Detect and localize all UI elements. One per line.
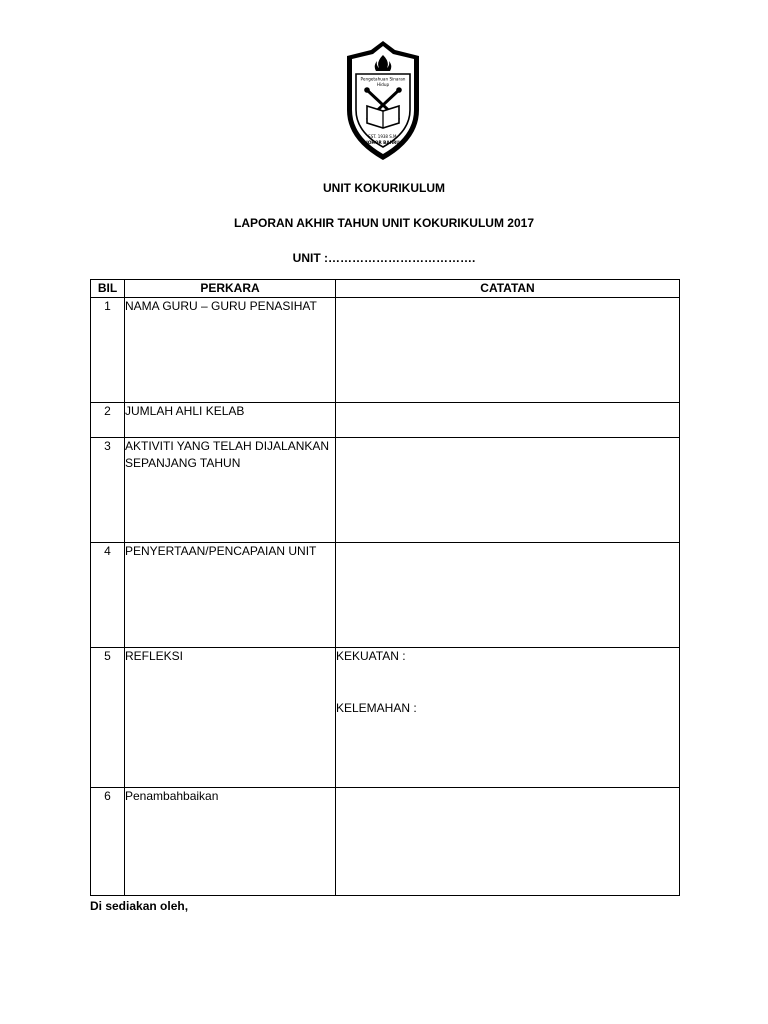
row-notes[interactable]: [336, 543, 680, 648]
row-notes[interactable]: [336, 403, 680, 438]
table-row: [91, 788, 680, 896]
row-number: 6: [91, 788, 125, 896]
row-number: 3: [91, 438, 125, 543]
header-perkara: PERKARA: [125, 280, 336, 298]
table-row: [91, 648, 680, 788]
school-crest-logo: [343, 38, 423, 164]
row-number: 2: [91, 403, 125, 438]
header-bil: BIL: [91, 280, 125, 298]
kekuatan-label: KEKUATAN :: [336, 649, 406, 663]
row-item: JUMLAH AHLI KELAB: [125, 403, 336, 438]
row-number: 4: [91, 543, 125, 648]
prepared-by-label: Di sediakan oleh,: [90, 899, 189, 913]
row-notes[interactable]: [336, 298, 680, 403]
row-item: Penambahbaikan: [125, 788, 336, 896]
unit-line: UNIT :……………………………….: [292, 251, 476, 265]
row-notes[interactable]: [336, 438, 680, 543]
report-table: [90, 279, 680, 896]
row-item: AKTIVITI YANG TELAH DIJALANKAN SEPANJANG TAHUN: [125, 438, 336, 543]
header-catatan: CATATAN: [336, 280, 680, 298]
table-header-row: [91, 280, 680, 298]
table-row: [91, 438, 680, 543]
row-number: 1: [91, 298, 125, 403]
row-item: REFLEKSI: [125, 648, 336, 788]
report-subtitle: LAPORAN AKHIR TAHUN UNIT KOKURIKULUM 2017: [233, 216, 534, 230]
kelemahan-label: KELEMAHAN :: [336, 701, 417, 715]
row-item: NAMA GURU – GURU PENASIHAT: [125, 298, 336, 403]
document-title: UNIT KOKURIKULUM: [323, 181, 445, 195]
svg-text:EST. 1938 S.M.: EST. 1938 S.M.: [368, 134, 398, 139]
row-notes[interactable]: [336, 788, 680, 896]
svg-text:Hidup: Hidup: [376, 82, 390, 87]
svg-text:Pengetahuan Sinaran: Pengetahuan Sinaran: [360, 76, 406, 82]
svg-text:JOHOR BAHRU: JOHOR BAHRU: [366, 140, 400, 145]
row-item: PENYERTAAN/PENCAPAIAN UNIT: [125, 543, 336, 648]
table-row: [91, 543, 680, 648]
table-row: [91, 403, 680, 438]
row-number: 5: [91, 648, 125, 788]
row-notes[interactable]: [336, 648, 680, 788]
table-row: [91, 298, 680, 403]
